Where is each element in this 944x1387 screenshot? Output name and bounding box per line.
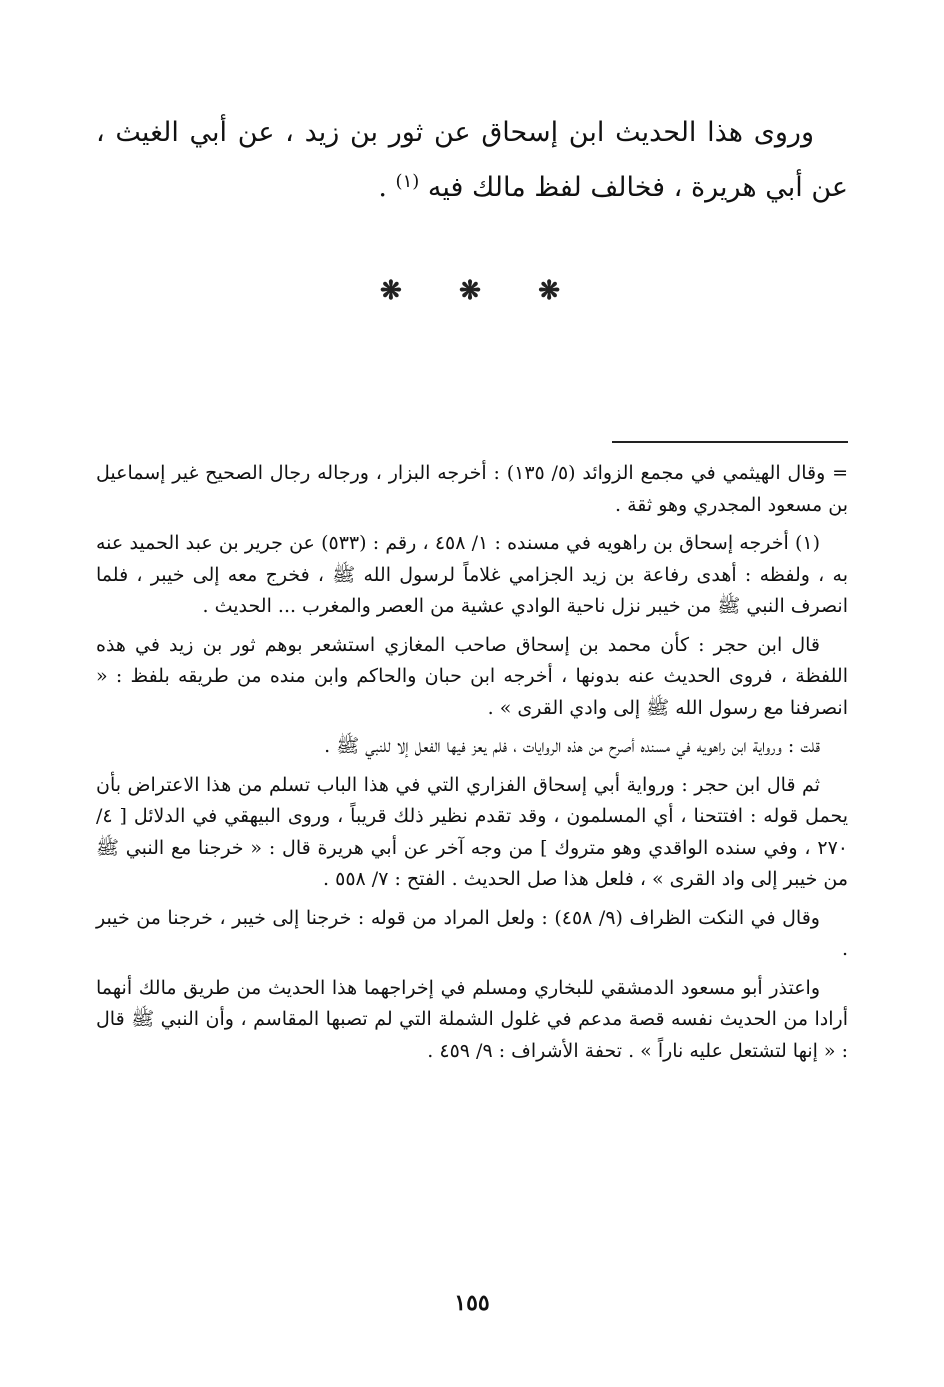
footnote-1: (١) أخرجه إسحاق بن راهويه في مسنده : ١/ ٤٥٨ ، رقم : (٥٣٣) عن جرير بن عبد الحميد عنه به ، ولفظه : أهدى رفاعة بن زيد الجزامي غلاماً لرسول الله ﷺ ، فخرج معه إلى خيبر ، فلما انصرف النبي ﷺ من خيبر نزل ناحية الوادي عشية من العصر والمغرب ... الحديث . bbox=[96, 532, 848, 617]
footnote-continuation: = وقال الهيثمي في مجمع الزوائد (٥/ ١٣٥) : أخرجه البزار ، ورجاله رجال الصحيح غير إسماعيل بن مسعود المجدري وهو ثقة . bbox=[96, 462, 848, 516]
separator-star: ❋ bbox=[459, 276, 481, 306]
footnote-paragraph: قلت : ورواية ابن راهويه في مسنده أصرح من هذه الروايات ، فلم يعز فيها الفعل إلا للنبي ﷺ . bbox=[324, 735, 820, 757]
main-paragraph bbox=[96, 108, 848, 212]
section-separator bbox=[380, 276, 560, 306]
footnote-reference[interactable]: (١) bbox=[395, 171, 420, 192]
separator-star: ❋ bbox=[380, 276, 402, 306]
footnotes-section bbox=[96, 458, 848, 1074]
separator-star: ❋ bbox=[538, 276, 560, 306]
footnote-paragraph: وقال في النكت الظراف (٩/ ٤٥٨) : ولعل المراد من قوله : خرجنا إلى خيبر ، خرجنا من خيبر . bbox=[96, 906, 848, 960]
footnote-paragraph: واعتذر أبو مسعود الدمشقي للبخاري ومسلم في إخراجهما هذا الحديث من طريق مالك أنهما أرادا من الحديث نفسه قصة مدعم في غلول الشملة التي لم تصبها المقاسم ، وأن النبي ﷺ قال : « إنها لتشتعل عليه ناراً » . تحفة الأشراف : ٩/ ٤٥٩ . bbox=[96, 976, 848, 1062]
main-text-end: . bbox=[378, 172, 387, 203]
footnote-paragraph: قال ابن حجر : كأن محمد بن إسحاق صاحب المغازي استشعر بوهم ثور بن زيد في هذه اللفظة ، فروى الحديث عنه بدونها ، أخرجه ابن حبان والحاكم وابن منده من طريقه بلفظ : « انصرفنا مع رسول الله ﷺ إلى وادي القرى » . bbox=[96, 633, 848, 719]
page-number: ١٥٥ bbox=[454, 1290, 490, 1316]
footnote-divider bbox=[612, 441, 848, 443]
main-text: وروى هذا الحديث ابن إسحاق عن ثور بن زيد ، عن أبي الغيث ، عن أبي هريرة ، فخالف لفظ مالك فيه bbox=[96, 117, 848, 203]
footnote-paragraph: ثم قال ابن حجر : ورواية أبي إسحاق الفزاري التي في هذا الباب تسلم من هذا الاعتراض بأن يحمل قوله : افتتحنا ، أي المسلمون ، وقد تقدم نظير ذلك قريباً ، وروى البيهقي في الدلائل [ ٤/ ٢٧٠ ، وفي سنده الواقدي وهو متروك ] من وجه آخر عن أبي هريرة قال : « خرجنا مع النبي ﷺ من خيبر إلى واد القرى » ، فلعل هذا صل الحديث . الفتح : ٧/ ٥٥٨ . bbox=[96, 773, 848, 890]
